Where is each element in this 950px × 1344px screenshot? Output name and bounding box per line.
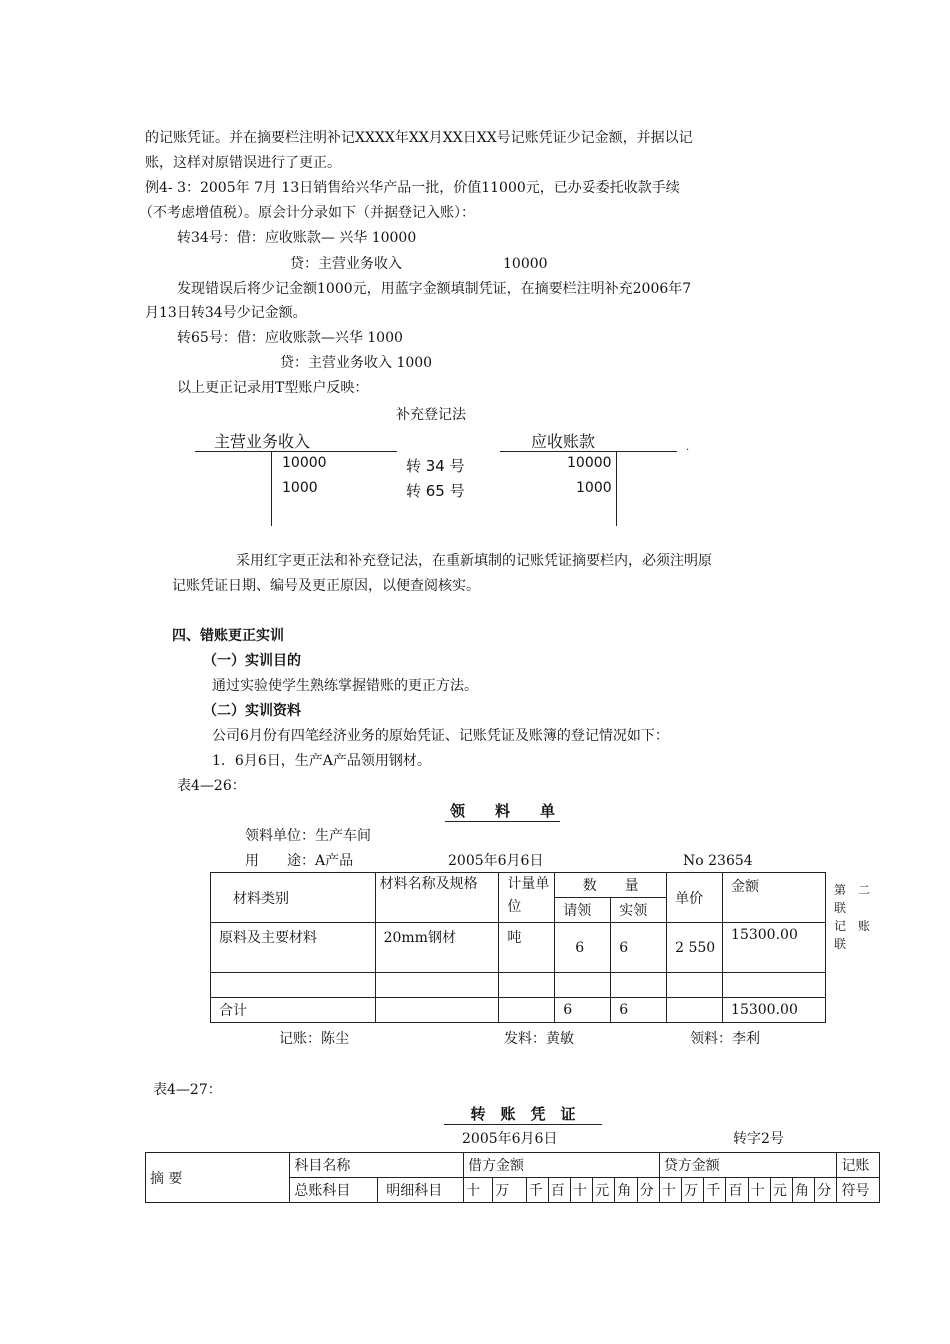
t-right-horizontal [500, 451, 677, 452]
side-note-line: 联 [834, 901, 847, 915]
voucher-debit-header: 借方金额 [464, 1153, 660, 1178]
debit-digit: 十 [464, 1178, 493, 1203]
para1-line2: 账，这样对原错误进行了更正。 [145, 155, 341, 171]
empty-cell [211, 973, 376, 998]
t-left-account-name: 主营业务收入 [214, 432, 311, 451]
entry1-credit-amount: 10000 [503, 256, 548, 272]
header-amount: 金额 [723, 873, 826, 923]
found-line2: 月13日转34号少记金额。 [145, 305, 307, 321]
entry2-credit: 贷：主营业务收入 1000 [280, 355, 433, 371]
requisition-purpose: 用 途：A产品 [245, 853, 354, 869]
para2-line2: 记账凭证日期、编号及更正原因，以便查阅核实。 [172, 578, 480, 594]
t-right-value-1: 10000 [567, 455, 612, 471]
empty-cell [667, 998, 723, 1023]
credit-digit: 十 [659, 1178, 681, 1203]
empty-cell [667, 973, 723, 998]
debit-digit: 元 [593, 1178, 615, 1203]
t-right-vertical [616, 451, 617, 526]
voucher-date: 2005年6月6日 [462, 1131, 558, 1147]
row1-price: 2 550 [667, 923, 723, 973]
example-line2: （不考虑增值税）。原会计分录如下（并据登记入账）： [139, 205, 475, 221]
header-price: 单价 [667, 873, 723, 923]
t-mid-label-2: 转 65 号 [406, 482, 465, 500]
debit-digit: 十 [571, 1178, 593, 1203]
t-dot: . [686, 442, 690, 453]
t-left-value-2: 1000 [282, 480, 318, 496]
voucher-summary-header: 摘 要 [146, 1153, 290, 1203]
entry2-debit: 转65号：借：应收账款—兴华 1000 [177, 330, 403, 346]
empty-cell [611, 973, 667, 998]
header-quantity: 数 量 [555, 873, 667, 898]
voucher-mark-header-1: 记账 [837, 1153, 880, 1178]
header-category: 材料类别 [211, 873, 376, 923]
credit-digit: 角 [793, 1178, 815, 1203]
debit-digit: 万 [493, 1178, 526, 1203]
credit-digit: 千 [704, 1178, 726, 1203]
t-right-account-name: 应收账款 [531, 432, 596, 451]
row1-amount: 15300.00 [723, 923, 826, 973]
row1-requested: 6 [555, 923, 611, 973]
requisition-title: 领 料 单 [445, 801, 560, 822]
empty-cell [375, 973, 499, 998]
voucher-general-ledger: 总账科目 [290, 1178, 378, 1203]
para1-line1: 的记账凭证。并在摘要栏注明补记XXXX年XX月XX日XX号记账凭证少记金额，并据以记 [145, 130, 693, 146]
t-left-value-1: 10000 [282, 455, 327, 471]
row1-material-name: 20mm钢材 [375, 923, 499, 973]
section4-item1: 1．6月6日，生产A产品领用钢材。 [212, 753, 431, 769]
bookkeeper-signature: 记账：陈尘 [279, 1031, 349, 1047]
t-mid-label-1: 转 34 号 [406, 457, 465, 475]
empty-cell [723, 973, 826, 998]
row1-category: 原料及主要材料 [211, 923, 376, 973]
debit-digit: 角 [615, 1178, 637, 1203]
empty-cell [499, 998, 555, 1023]
section4-sub1-text: 通过实验使学生熟练掌握错账的更正方法。 [212, 678, 478, 694]
empty-cell [499, 973, 555, 998]
example-line1: 例4- 3：2005年 7月 13日销售给兴华产品一批，价值11000元，已办妥委托收款手续 [145, 180, 680, 196]
voucher-mark-header-2: 符号 [837, 1178, 880, 1203]
voucher-number: 转字2号 [733, 1131, 784, 1147]
credit-digit: 十 [748, 1178, 770, 1203]
empty-cell [555, 973, 611, 998]
credit-digit: 元 [770, 1178, 792, 1203]
header-actual: 实领 [611, 898, 667, 923]
t-account-intro: 以上更正记录用T型账户反映： [177, 380, 369, 396]
total-requested: 6 [555, 998, 611, 1023]
credit-digit: 百 [726, 1178, 748, 1203]
row1-actual: 6 [611, 923, 667, 973]
entry1-debit: 转34号：借：应收账款— 兴华 10000 [177, 230, 417, 246]
t-left-vertical [271, 451, 272, 526]
t-diagram-title: 补充登记法 [396, 407, 466, 423]
t-left-horizontal [195, 451, 397, 452]
header-requested: 请领 [555, 898, 611, 923]
debit-digit: 千 [526, 1178, 548, 1203]
requisition-unit: 领料单位：生产车间 [245, 828, 371, 844]
section4-sub2: （二）实训资料 [203, 703, 301, 719]
voucher-credit-header: 贷方金额 [659, 1153, 837, 1178]
requisition-no: No 23654 [683, 853, 753, 869]
voucher-detail-account: 明细科目 [378, 1178, 464, 1203]
credit-digit: 万 [682, 1178, 704, 1203]
section4-sub1: （一）实训目的 [203, 653, 301, 669]
entry1-credit: 贷：主营业务收入 [290, 256, 402, 272]
side-note-line: 记 账 [834, 919, 871, 933]
side-note-line: 第 二 [834, 883, 871, 897]
section4-sub2-text: 公司6月份有四笔经济业务的原始凭证、记账凭证及账簿的登记情况如下： [212, 728, 669, 744]
voucher-title: 转 账 凭 证 [444, 1104, 602, 1125]
row1-unit: 吨 [499, 923, 555, 973]
table26-label: 表4—26： [177, 778, 246, 794]
debit-digit: 分 [637, 1178, 659, 1203]
voucher-subject-header: 科目名称 [290, 1153, 464, 1178]
table27-label: 表4—27： [153, 1082, 222, 1098]
credit-digit: 分 [815, 1178, 837, 1203]
issuer-signature: 发料：黄敏 [504, 1031, 574, 1047]
total-label: 合计 [211, 998, 376, 1023]
header-material-name: 材料名称及规格 [375, 873, 499, 923]
header-unit: 计量单位 [499, 873, 555, 923]
copy-side-note [834, 881, 870, 953]
empty-cell [375, 998, 499, 1023]
section4-heading: 四、错账更正实训 [172, 628, 284, 644]
receiver-signature: 领料：李利 [690, 1031, 760, 1047]
side-note-line: 联 [834, 937, 847, 951]
voucher-table [145, 1152, 880, 1203]
requisition-date: 2005年6月6日 [448, 853, 544, 869]
requisition-table [210, 872, 826, 1023]
debit-digit: 百 [548, 1178, 570, 1203]
found-line1: 发现错误后将少记金额1000元，用蓝字金额填制凭证，在摘要栏注明补充2006年7 [177, 281, 692, 297]
total-actual: 6 [611, 998, 667, 1023]
t-right-value-2: 1000 [576, 480, 612, 496]
para2-line1: 采用红字更正法和补充登记法，在重新填制的记账凭证摘要栏内，必须注明原 [236, 553, 712, 569]
total-amount: 15300.00 [723, 998, 826, 1023]
